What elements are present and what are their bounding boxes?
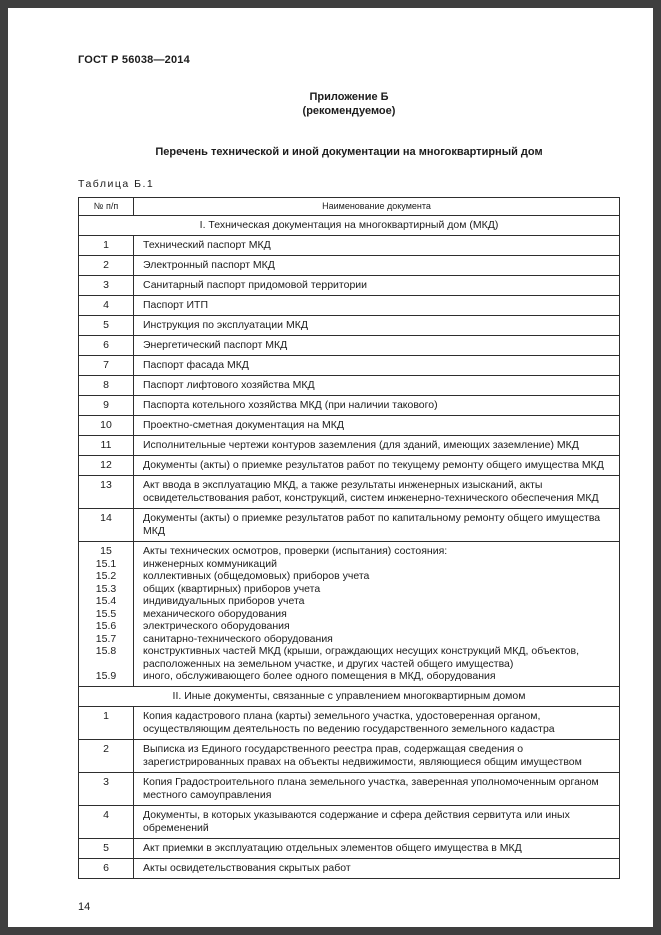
row-number: 15.7 (79, 633, 134, 646)
table-row (79, 772, 620, 805)
row-document-name: конструктивных частей МКД (крыши, ограждающих несущих конструкций МКД, объектов, расположенных на земельном участке, и других частей общего имущества) (134, 645, 620, 670)
row-number: 1 (79, 706, 134, 739)
document-standard-number: ГОСТ Р 56038—2014 (78, 54, 190, 66)
table-row (79, 416, 620, 436)
row-number: 3 (79, 276, 134, 296)
row-number: 2 (79, 256, 134, 276)
table-row (79, 620, 620, 633)
row-document-name: Энергетический паспорт МКД (134, 336, 620, 356)
row-number: 6 (79, 336, 134, 356)
row-number: 5 (79, 316, 134, 336)
row-document-name: Копия Градостроительного плана земельного участка, заверенная уполномоченным органом местного самоуправления (134, 772, 620, 805)
documents-table (78, 197, 620, 879)
table-row (79, 316, 620, 336)
doc-table-body (79, 216, 620, 879)
table-row (79, 376, 620, 396)
row-number: 6 (79, 858, 134, 878)
table-row (79, 276, 620, 296)
appendix-subtitle: (рекомендуемое) (302, 105, 396, 117)
row-number: 3 (79, 772, 134, 805)
row-document-name: Документы (акты) о приемке результатов работ по капитальному ремонту общего имущества МКД (134, 509, 620, 542)
table-row (79, 645, 620, 670)
table-header-row (79, 198, 620, 216)
table-row (79, 236, 620, 256)
row-document-name: коллективных (общедомовых) приборов учета (134, 570, 620, 583)
row-number: 5 (79, 838, 134, 858)
row-document-name: Инструкция по эксплуатации МКД (134, 316, 620, 336)
row-document-name: инженерных коммуникаций (134, 558, 620, 571)
row-number: 15.1 (79, 558, 134, 571)
row-document-name: Санитарный паспорт придомовой территории (134, 276, 620, 296)
row-number: 11 (79, 436, 134, 456)
row-document-name: санитарно-технического оборудования (134, 633, 620, 646)
row-number: 15.2 (79, 570, 134, 583)
appendix-title: Приложение Б (309, 91, 389, 103)
table-row (79, 456, 620, 476)
row-document-name: Проектно-сметная документация на МКД (134, 416, 620, 436)
page-title: Перечень технической и иной документации на многоквартирный дом (155, 146, 543, 158)
row-number: 10 (79, 416, 134, 436)
row-document-name: Паспорт ИТП (134, 296, 620, 316)
section-header-row (79, 216, 620, 236)
row-number: 8 (79, 376, 134, 396)
table-row (79, 356, 620, 376)
row-number: 15.6 (79, 620, 134, 633)
table-row (79, 256, 620, 276)
row-number: 14 (79, 509, 134, 542)
row-document-name: Исполнительные чертежи контуров заземления (для зданий, имеющих заземление) МКД (134, 436, 620, 456)
row-document-name: Копия кадастрового плана (карты) земельного участка, удостоверенная органом, осуществляющим деятельность по ведению государственного земельного кадастра (134, 706, 620, 739)
row-document-name: механического оборудования (134, 608, 620, 621)
table-row (79, 670, 620, 686)
table-row (79, 858, 620, 878)
row-number: 15.3 (79, 583, 134, 596)
row-number: 4 (79, 296, 134, 316)
row-number: 15.5 (79, 608, 134, 621)
table-row (79, 739, 620, 772)
page-number: 14 (78, 900, 91, 913)
column-header-number: № п/п (79, 198, 134, 216)
row-number: 7 (79, 356, 134, 376)
row-document-name: Электронный паспорт МКД (134, 256, 620, 276)
section-header-row (79, 686, 620, 706)
row-document-name: Выписка из Единого государственного реестра прав, содержащая сведения о зарегистрированных правах на объекты недвижимости, являющиеся общим имуществом (134, 739, 620, 772)
row-document-name: Технический паспорт МКД (134, 236, 620, 256)
table-row (79, 558, 620, 571)
row-document-name: общих (квартирных) приборов учета (134, 583, 620, 596)
row-number: 15.8 (79, 645, 134, 670)
appendix-heading (78, 90, 620, 118)
row-document-name: Документы, в которых указываются содержание и сфера действия сервитута или иных обременений (134, 805, 620, 838)
row-number: 15.4 (79, 595, 134, 608)
row-document-name: иного, обслуживающего более одного помещения в МКД, оборудования (134, 670, 620, 686)
row-number: 13 (79, 476, 134, 509)
table-row (79, 608, 620, 621)
table-row (79, 542, 620, 558)
row-document-name: Акты технических осмотров, проверки (испытания) состояния: (134, 542, 620, 558)
row-number: 15.9 (79, 670, 134, 686)
row-number: 1 (79, 236, 134, 256)
documents-table-head (79, 198, 620, 216)
row-number: 12 (79, 456, 134, 476)
section-header: II. Иные документы, связанные с управлением многоквартирным домом (79, 686, 620, 706)
row-number: 9 (79, 396, 134, 416)
row-document-name: Акт приемки в эксплуатацию отдельных элементов общего имущества в МКД (134, 838, 620, 858)
table-row (79, 633, 620, 646)
row-document-name: индивидуальных приборов учета (134, 595, 620, 608)
table-row (79, 583, 620, 596)
table-row (79, 436, 620, 456)
row-number: 2 (79, 739, 134, 772)
row-document-name: Паспорт фасада МКД (134, 356, 620, 376)
column-header-document-name: Наименование документа (134, 198, 620, 216)
row-document-name: Акты освидетельствования скрытых работ (134, 858, 620, 878)
table-label: Таблица Б.1 (78, 178, 155, 190)
table-row (79, 838, 620, 858)
row-number: 15 (79, 542, 134, 558)
table-row (79, 706, 620, 739)
table-row (79, 805, 620, 838)
table-row (79, 396, 620, 416)
row-document-name: Документы (акты) о приемке результатов работ по текущему ремонту общего имущества МКД (134, 456, 620, 476)
table-row (79, 476, 620, 509)
section-header: I. Техническая документация на многоквартирный дом (МКД) (79, 216, 620, 236)
table-row (79, 296, 620, 316)
row-document-name: Акт ввода в эксплуатацию МКД, а также результаты инженерных изысканий, акты освидетельствования работ, конструкций, систем инженерно-технического обеспечения МКД (134, 476, 620, 509)
table-row (79, 509, 620, 542)
row-document-name: Паспорт лифтового хозяйства МКД (134, 376, 620, 396)
table-row (79, 595, 620, 608)
table-row (79, 336, 620, 356)
table-row (79, 570, 620, 583)
document-page (8, 8, 653, 927)
row-document-name: электрического оборудования (134, 620, 620, 633)
row-document-name: Паспорта котельного хозяйства МКД (при наличии такового) (134, 396, 620, 416)
row-number: 4 (79, 805, 134, 838)
